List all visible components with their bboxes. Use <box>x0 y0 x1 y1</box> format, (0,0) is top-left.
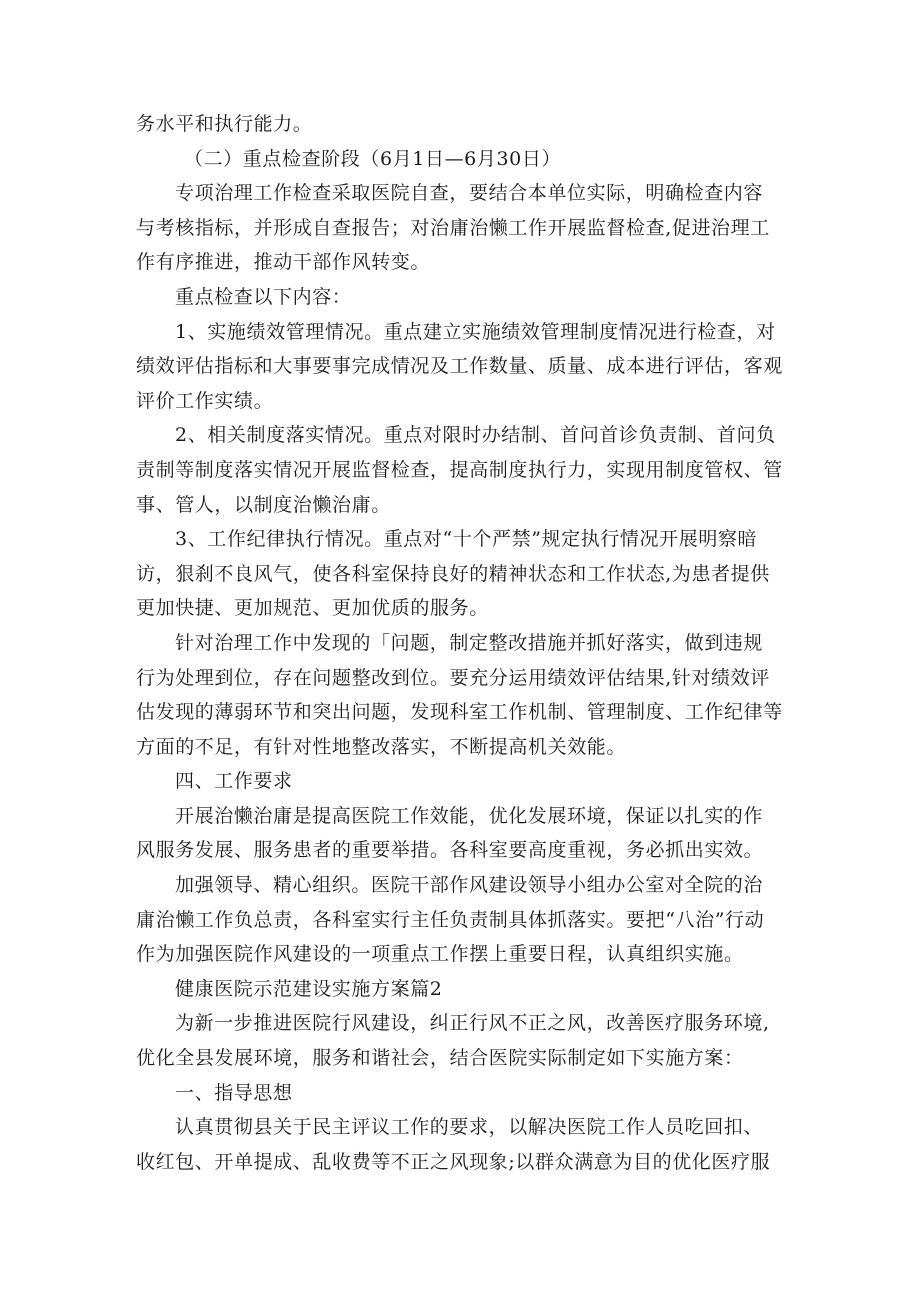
text-line: 庸治懒工作负总责，各科室实行主任负责制具体抓落实。要把“八治”行动 <box>136 908 765 931</box>
text-line: 作为加强医院作风建设的一项重点工作摆上重要日程，认真组织实施。 <box>136 943 744 966</box>
text-line: 加强领导、精心组织。医院干部作风建设领导小组办公室对全院的治 <box>175 874 764 897</box>
text-line: 针对治理工作中发现的「问题，制定整改措施并抓好落实，做到违规 <box>175 631 764 654</box>
text-line: 与考核指标，并形成自查报告；对治庸治懒工作开展监督检查,促进治理工 <box>136 216 770 239</box>
text-line: 优化全县发展环境，服务和谐社会，结合医院实际制定如下实施方案： <box>136 1047 744 1070</box>
text-line: 访，狠刹不良风气，使各科室保持良好的精神状态和工作状态,为患者提供 <box>136 562 770 585</box>
text-line: 绩效评估指标和大事要事完成情况及工作数量、质量、成本进行评估，客观 <box>136 355 783 378</box>
text-line: 责制等制度落实情况开展监督检查，提高制度执行力，实现用制度管权、管 <box>136 458 783 481</box>
section-heading: 一、指导思想 <box>175 1081 293 1104</box>
text-line: 为新一步推进医院行风建设，纠正行风不正之风，改善医疗服务环境, <box>175 1012 770 1035</box>
text-line: 务水平和执行能力。 <box>136 113 313 135</box>
text-line: 重点检查以下内容： <box>175 285 352 308</box>
text-line: 开展治懒治庸是提高医院工作效能，优化发展环境，保证以扎实的作 <box>175 804 764 827</box>
section-heading: 四、工作要求 <box>175 770 293 793</box>
text-line: 更加快捷、更加规范、更加优质的服务。 <box>136 597 489 620</box>
text-line: 行为处理到位，存在问题整改到位。要充分运用绩效评估结果,针对绩效评 <box>136 666 770 689</box>
text-line: 收红包、开单提成、乱收费等不正之风现象;以群众满意为目的优化医疗服 <box>136 1150 771 1173</box>
text-line: 认真贯彻县关于民主评议工作的要求，以解决医院工作人员吃回扣、 <box>175 1116 764 1139</box>
text-line: 事、管人，以制度治懒治庸。 <box>136 493 391 516</box>
text-line: 1、实施绩效管理情况。重点建立实施绩效管理制度情况进行检查，对 <box>175 320 776 343</box>
text-line: 评价工作实绩。 <box>136 389 274 412</box>
text-line: 3、工作纪律执行情况。重点对“十个严禁”规定执行情况开展明察暗 <box>175 528 758 551</box>
document-title: 健康医院示范建设实施方案篇2 <box>175 977 443 1000</box>
text-line: 风服务发展、服务患者的重要举措。各科室要高度重视，务必抓出实效。 <box>136 839 764 862</box>
text-line: 专项治理工作检查采取医院自查，要结合本单位实际，明确检查内容 <box>175 182 764 205</box>
text-line: 作有序推进，推动干部作风转变。 <box>136 251 431 274</box>
text-line: 方面的不足，有针对性地整改落实，不断提高机关效能。 <box>136 735 627 758</box>
section-heading: （二）重点检查阶段（6月1日—6月30日） <box>184 147 562 170</box>
document-body <box>136 107 796 1179</box>
text-line: 估发现的薄弱环节和突出问题，发现科室工作机制、管理制度、工作纪律等 <box>136 701 783 724</box>
text-line: 2、相关制度落实情况。重点对限时办结制、首问首诊负责制、首问负 <box>175 424 776 447</box>
